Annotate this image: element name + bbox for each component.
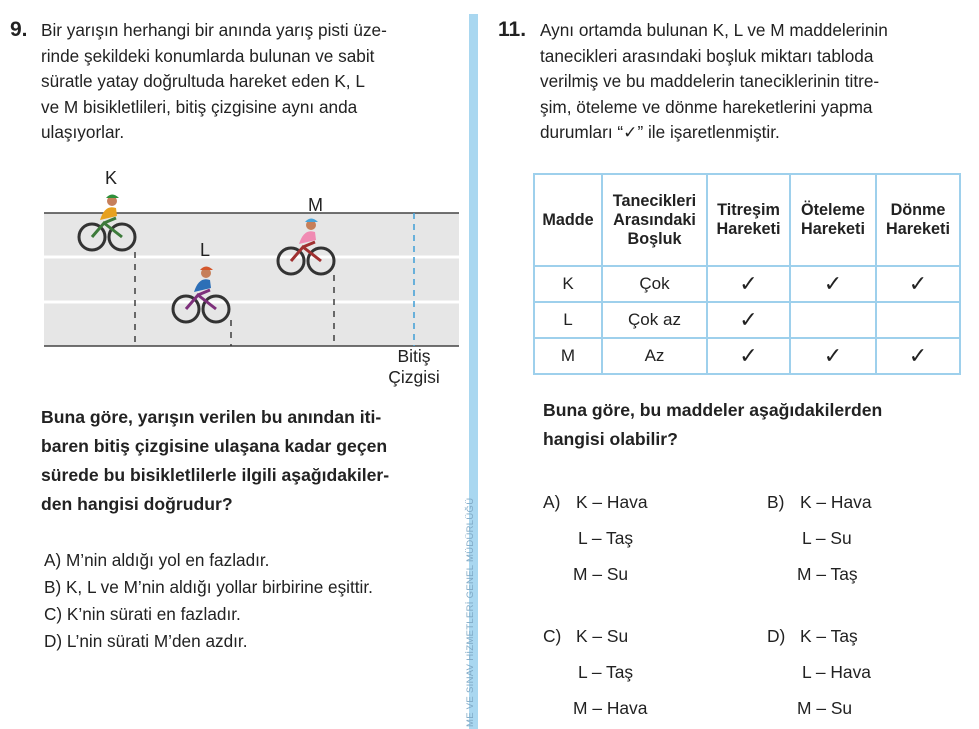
q9-stem-line: ulaşıyorlar. bbox=[41, 122, 125, 142]
q11-question-line: Buna göre, bu maddeler aşağıdakilerden bbox=[543, 400, 883, 420]
q11-option-a[interactable] bbox=[543, 484, 648, 592]
q9-question-line: baren bitiş çizgisine ulaşana kadar geçen bbox=[41, 436, 388, 456]
header-bosluk: Tanecikleri Arasındaki Boşluk bbox=[602, 174, 707, 266]
checkmark-cell: ✓ bbox=[790, 338, 876, 374]
checkmark-cell: ✓ bbox=[876, 266, 960, 302]
q9-question bbox=[41, 403, 466, 519]
option-line: K – Su bbox=[576, 626, 629, 646]
cell: M bbox=[534, 338, 602, 374]
header-titresim: Titreşim Hareketi bbox=[707, 174, 790, 266]
q11-stem-line: verilmiş ve bu maddelerin taneciklerinin titre- bbox=[540, 71, 880, 91]
cell: L bbox=[534, 302, 602, 338]
q11-number: 11. bbox=[498, 18, 527, 41]
q11-option-c[interactable] bbox=[543, 618, 647, 726]
checkmark-cell: ✓ bbox=[707, 266, 790, 302]
table-row bbox=[534, 338, 960, 374]
option-line: L – Taş bbox=[578, 662, 634, 682]
q9-question-line: sürede bu bisikletlilerle ilgili aşağıdakiler- bbox=[41, 465, 390, 485]
option-line: L – Hava bbox=[802, 662, 871, 682]
q11-option-d[interactable] bbox=[767, 618, 871, 726]
option-letter: B) bbox=[767, 492, 785, 512]
checkmark-cell: ✓ bbox=[790, 266, 876, 302]
q9-option-d[interactable]: D) L’nin sürati M’den azdır. bbox=[44, 631, 248, 651]
q9-number: 9. bbox=[10, 18, 28, 41]
q11-stem bbox=[540, 18, 975, 146]
cell: Çok bbox=[602, 266, 707, 302]
q11-stem-line: tanecikleri arasındaki boşluk miktarı tabloda bbox=[540, 45, 874, 66]
label-m: M bbox=[308, 195, 323, 215]
q9-stem-line: Bir yarışın herhangi bir anında yarış pisti üze- bbox=[41, 20, 387, 40]
finish-label-line: Bitiş bbox=[397, 346, 431, 366]
option-letter: C) bbox=[543, 626, 562, 646]
cell: Çok az bbox=[602, 302, 707, 338]
option-letter: A) bbox=[543, 492, 561, 512]
table-row bbox=[534, 266, 960, 302]
checkmark-cell: ✓ bbox=[707, 338, 790, 374]
header-oteleme: Öteleme Hareketi bbox=[790, 174, 876, 266]
checkmark-cell bbox=[876, 302, 960, 338]
option-line: M – Su bbox=[573, 564, 629, 584]
q11-question-line: hangisi olabilir? bbox=[543, 429, 678, 449]
track-surface bbox=[44, 213, 459, 346]
q9-option-c[interactable]: C) K’nin sürati en fazladır. bbox=[44, 604, 241, 624]
option-line: K – Hava bbox=[800, 492, 872, 512]
q9-stem-line: ve M bisikletlileri, bitiş çizgisine aynı anda bbox=[41, 96, 358, 117]
label-k: K bbox=[105, 168, 118, 188]
table-header-row bbox=[534, 174, 960, 266]
finish-label-line: Çizgisi bbox=[388, 367, 440, 387]
side-watermark-text: ME VE SINAV HİZMETLERİ GENEL MÜDÜRLÜĞÜ bbox=[465, 497, 476, 727]
option-line: L – Taş bbox=[578, 528, 634, 548]
properties-table bbox=[533, 173, 961, 375]
q9-question-line: Buna göre, yarışın verilen bu anından iti- bbox=[41, 407, 382, 427]
q11-question bbox=[543, 396, 973, 454]
option-line: L – Su bbox=[802, 528, 852, 548]
checkmark-cell: ✓ bbox=[876, 338, 960, 374]
q11-stem-line: Aynı ortamda bulunan K, L ve M maddelerinin bbox=[540, 20, 888, 40]
option-line: K – Taş bbox=[800, 626, 858, 646]
table-row bbox=[534, 302, 960, 338]
q9-stem-line: süratle yatay doğrultuda hareket eden K, L bbox=[41, 71, 365, 91]
option-line: M – Hava bbox=[573, 698, 648, 718]
label-l: L bbox=[200, 240, 211, 260]
option-line: M – Su bbox=[797, 698, 853, 718]
header-donme: Dönme Hareketi bbox=[876, 174, 960, 266]
q9-option-b[interactable]: B) K, L ve M’nin aldığı yollar birbirine eşittir. bbox=[44, 577, 373, 597]
checkmark-cell: ✓ bbox=[707, 302, 790, 338]
q11-stem-line: şim, öteleme ve dönme hareketlerini yapma bbox=[540, 96, 873, 117]
cell: K bbox=[534, 266, 602, 302]
option-letter: D) bbox=[767, 626, 786, 646]
checkmark-cell bbox=[790, 302, 876, 338]
q9-option-a[interactable]: A) M’nin aldığı yol en fazladır. bbox=[44, 550, 270, 570]
q9-stem-line: rinde şekildeki konumlarda bulunan ve sabit bbox=[41, 45, 375, 66]
q9-question-line: den hangisi doğrudur? bbox=[41, 494, 233, 514]
q11-stem-line: durumları “✓” ile işaretlenmiştir. bbox=[540, 122, 780, 142]
q9-stem bbox=[41, 18, 461, 146]
option-line: K – Hava bbox=[576, 492, 648, 512]
q9-options bbox=[44, 547, 469, 655]
header-madde: Madde bbox=[534, 174, 602, 266]
finish-label bbox=[372, 346, 456, 388]
cell: Az bbox=[602, 338, 707, 374]
option-line: M – Taş bbox=[797, 564, 858, 584]
q11-option-b[interactable] bbox=[767, 484, 872, 592]
